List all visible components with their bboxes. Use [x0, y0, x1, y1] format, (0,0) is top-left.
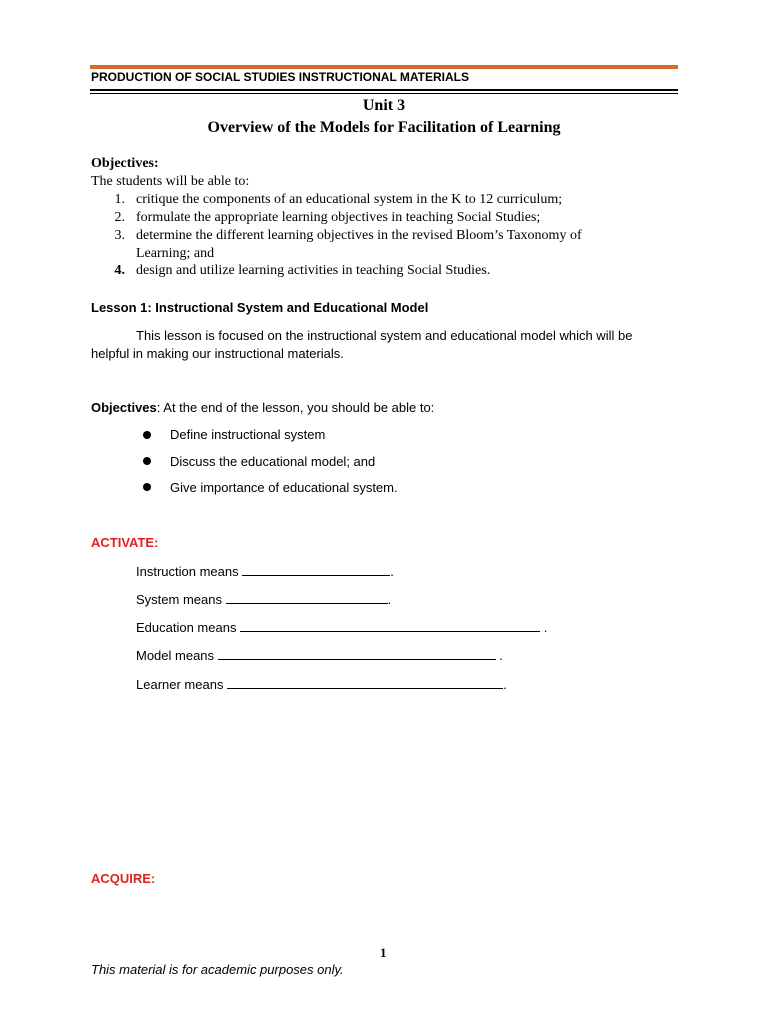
- fill-in-label: Instruction means: [136, 564, 243, 579]
- list-item-text: critique the components of an educational system in the K to 12 curriculum;: [136, 192, 563, 207]
- bullet-dot: [143, 431, 151, 439]
- lesson-title: Lesson 1: Instructional System and Educational Model: [91, 300, 429, 315]
- list-item-number: 2.: [114, 210, 125, 225]
- fill-in-blank[interactable]: [227, 676, 503, 689]
- footer-note: This material is for academic purposes only.: [91, 962, 344, 977]
- bullet-item: Discuss the educational model; and: [170, 454, 376, 469]
- fill-in-end: .: [495, 648, 503, 663]
- unit-title: Unit 3: [362, 97, 406, 114]
- unit-subtitle: Overview of the Models for Facilitation of Learning: [207, 119, 561, 136]
- activate-heading: ACTIVATE:: [91, 535, 159, 550]
- fill-in-item: [136, 563, 394, 579]
- header-rule-thick: [90, 89, 678, 91]
- fill-in-end: .: [390, 564, 394, 579]
- fill-in-end: .: [540, 620, 548, 635]
- list-item-number: 3.: [114, 228, 125, 243]
- fill-in-label: Learner means: [136, 677, 228, 692]
- fill-in-blank[interactable]: [240, 619, 540, 632]
- objectives-intro: The students will be able to:: [91, 174, 250, 189]
- acquire-heading: ACQUIRE:: [91, 871, 156, 886]
- header-rule-thin: [90, 93, 678, 94]
- fill-in-label: System means: [136, 592, 226, 607]
- bullet-dot: [143, 483, 151, 491]
- fill-in-end: .: [387, 592, 392, 607]
- list-item-text: formulate the appropriate learning objectives in teaching Social Studies;: [136, 210, 541, 225]
- list-item-number: 4.: [114, 263, 125, 278]
- fill-in-label: Education means: [136, 620, 241, 635]
- fill-in-item: [136, 647, 503, 663]
- fill-in-blank[interactable]: [218, 647, 496, 660]
- bullet-item: Define instructional system: [170, 427, 326, 442]
- objectives-heading: Objectives:: [91, 156, 159, 171]
- bullet-dot: [143, 457, 151, 465]
- lesson-objectives-label: Objectives: [91, 400, 157, 415]
- lesson-paragraph-line2: helpful in making our instructional materials.: [91, 346, 344, 361]
- fill-in-item: [136, 676, 507, 692]
- lesson-objectives-text: : At the end of the lesson, you should be able to:: [156, 400, 435, 415]
- list-item-number: 1.: [114, 192, 125, 207]
- lesson-paragraph-line1: This lesson is focused on the instructional system and educational model which will be: [136, 328, 633, 343]
- page-number: 1: [380, 945, 387, 960]
- fill-in-label: Model means: [136, 648, 218, 663]
- fill-in-item: [136, 619, 547, 635]
- header-orange-rule: [90, 65, 678, 69]
- fill-in-end: .: [503, 677, 507, 692]
- header-title: PRODUCTION OF SOCIAL STUDIES INSTRUCTIONAL MATERIALS: [91, 70, 470, 84]
- list-item-text-continued: Learning; and: [136, 246, 215, 261]
- fill-in-blank[interactable]: [242, 563, 390, 576]
- fill-in-item: [136, 591, 391, 607]
- list-item-text: determine the different learning objectives in the revised Bloom’s Taxonomy of: [136, 228, 582, 243]
- lesson-objectives-line: [91, 400, 434, 415]
- list-item-text: design and utilize learning activities in teaching Social Studies.: [136, 263, 491, 278]
- bullet-item: Give importance of educational system.: [170, 480, 398, 495]
- fill-in-blank[interactable]: [226, 591, 388, 604]
